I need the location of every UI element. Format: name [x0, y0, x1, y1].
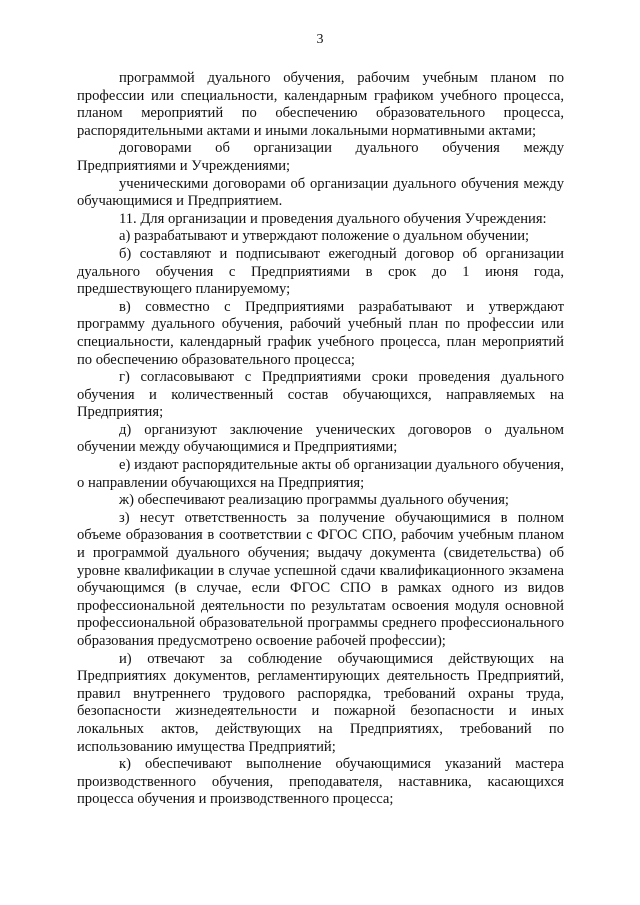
paragraph-13: и) отвечают за соблюдение обучающимися действующих на Предприятиях документов, регламентирующих деятельность Предприятий, правил внутреннего трудового распорядка, требований охраны труда, безопасности жизнедеятельности и пожарной безопасности и иных локальных актов, действующих на Предприятиях, требований по использованию имущества Предприятий;	[77, 650, 564, 755]
paragraph-7: в) совместно с Предприятиями разрабатывают и утверждают программу дуального обучения, рабочий учебный план по профессии или специальности, календарный график учебного процесса, план мероприятий по обеспечению образовательного процесса;	[77, 298, 564, 368]
page-number: 3	[316, 32, 324, 47]
paragraph-12: з) несут ответственность за получение обучающимися в полном объеме образования в соответствии с ФГОС СПО, рабочим учебным планом и программой дуального обучения; выдачу документа (свидетельства) об уровне квалификации в случае успешной сдачи квалификационного экзамена обучающимся (в случае, если ФГОС СПО в рамках одного из видов профессиональной деятельности по результатам освоения модуля основной профессиональной образовательной программы среднего профессионального образования предусмотрено освоение рабочей профессии);	[77, 509, 564, 649]
paragraph-2: договорами об организации дуального обучения между Предприятиями и Учреждениями;	[77, 140, 564, 174]
paragraph-3: ученическими договорами об организации дуального обучения между обучающимися и Предприятием.	[77, 175, 564, 210]
paragraph-10: е) издают распорядительные акты об организации дуального обучения, о направлении обучающихся на Предприятия;	[77, 457, 564, 491]
paragraph-4: 11. Для организации и проведения дуального обучения Учреждения:	[119, 210, 547, 227]
paragraph-6: б) составляют и подписывают ежегодный договор об организации дуального обучения с Предприятиями в срок до 1 июня года, предшествующего планируемому;	[77, 245, 564, 298]
paragraph-11: ж) обеспечивают реализацию программы дуального обучения;	[119, 492, 509, 509]
paragraph-14: к) обеспечивают выполнение обучающимися указаний мастера производственного обучения, преподавателя, наставника, касающихся процесса обучения и производственного процесса;	[77, 756, 564, 808]
paragraph-1: программой дуального обучения, рабочим учебным планом по профессии или специальности, календарным графиком учебного процесса, планом мероприятий по обеспечению образовательного процесса, распорядительными актами и иными локальными нормативными актами;	[77, 70, 564, 139]
paragraph-8: г) согласовывают с Предприятиями сроки проведения дуального обучения и количественный состав обучающихся, направляемых на Предприятия;	[77, 369, 564, 421]
paragraph-5: а) разрабатывают и утверждают положение о дуальном обучении;	[119, 228, 530, 245]
paragraph-9: д) организуют заключение ученических договоров о дуальном обучении между обучающимися и Предприятиями;	[77, 421, 564, 456]
document-body	[77, 70, 564, 809]
